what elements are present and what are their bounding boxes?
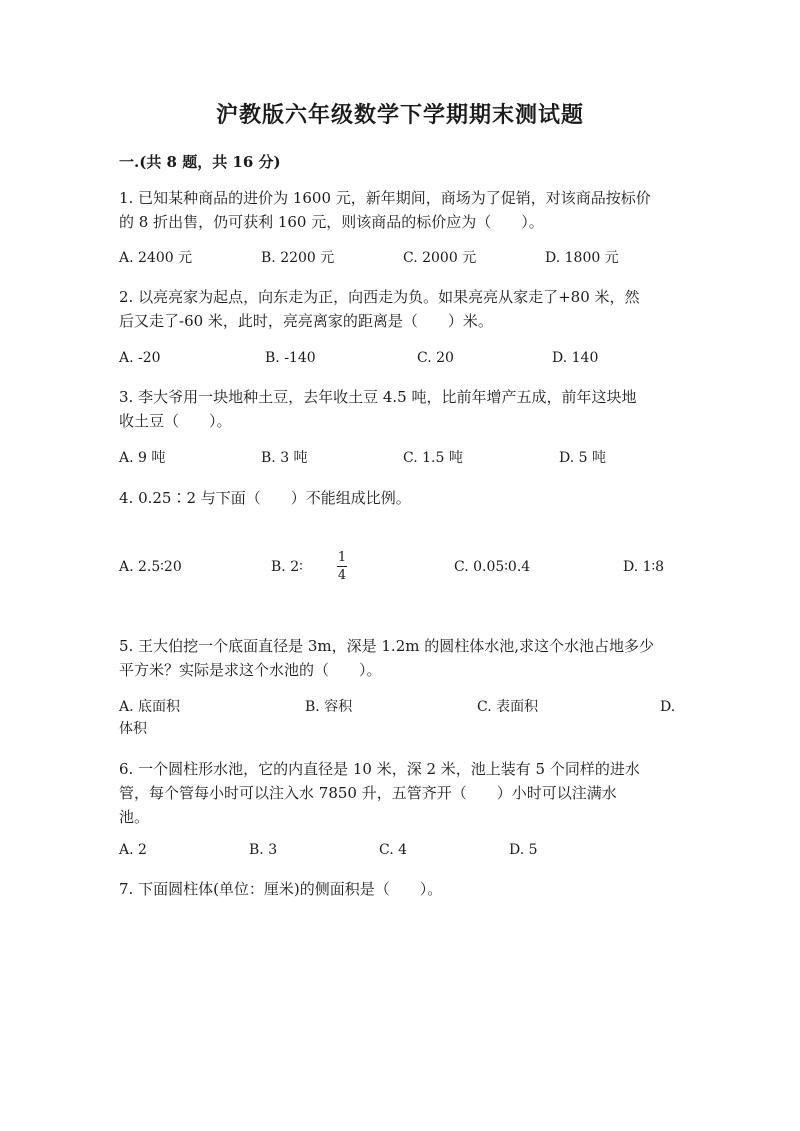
question-line: 3. 李大爷用一块地种土豆，去年收土豆 4.5 吨，比前年增产五成，前年这块地	[119, 388, 637, 406]
question-line: 后又走了-60 米，此时，亮亮离家的距离是（ ）米。	[119, 312, 493, 330]
options-q3	[119, 446, 685, 470]
option-c[interactable]: C. 1.5 吨	[403, 450, 463, 466]
option-a[interactable]: A. 2	[119, 842, 147, 858]
option-a[interactable]: A. 9 吨	[119, 450, 166, 466]
question-line: 5. 王大伯挖一个底面直径是 3m，深是 1.2m 的圆柱体水池,求这个水池占地多少	[119, 637, 655, 655]
question-1	[119, 186, 685, 234]
options-q4	[119, 550, 685, 583]
option-b[interactable]: B. 3	[249, 842, 278, 858]
option-a[interactable]: A. -20	[119, 350, 161, 366]
option-d[interactable]: D. 5	[509, 842, 538, 858]
question-line: 的 8 折出售，仍可获利 160 元，则该商品的标价应为（ ）。	[119, 213, 544, 231]
question-7	[119, 877, 685, 901]
option-a[interactable]: A. 2.5∶20	[119, 559, 182, 575]
option-c[interactable]: C. 0.05∶0.4	[454, 559, 531, 575]
question-line: 收土豆（ ）。	[119, 412, 232, 430]
question-line: 管，每个管每小时可以注入水 7850 升，五管齐开（ ）小时可以注满水	[119, 784, 617, 802]
option-d[interactable]: D.	[660, 699, 676, 715]
page-title: 沪教版六年级数学下学期期末测试题	[215, 102, 584, 128]
option-b[interactable]: B. 2200 元	[261, 250, 335, 266]
option-c[interactable]: C. 2000 元	[403, 250, 477, 266]
question-line: 1. 已知某种商品的进价为 1600 元，新年期间，商场为了促销，对该商品按标价	[119, 189, 651, 207]
question-line: 2. 以亮亮家为起点，向东走为正，向西走为负。如果亮亮从家走了+80 米，然	[119, 288, 640, 306]
fraction-denominator: 4	[337, 568, 347, 583]
question-line: 7. 下面圆柱体(单位：厘米)的侧面积是（ ）。	[119, 880, 443, 898]
question-6	[119, 757, 685, 829]
options-q1	[119, 246, 685, 270]
option-b[interactable]: B. 3 吨	[261, 450, 308, 466]
option-d[interactable]: D. 140	[552, 350, 599, 366]
fraction-one-quarter	[337, 550, 347, 583]
question-2	[119, 285, 685, 333]
question-5	[119, 634, 685, 682]
options-q6	[119, 838, 685, 862]
option-d[interactable]: D. 1800 元	[545, 250, 619, 266]
option-b[interactable]: B. 2∶	[271, 559, 303, 575]
option-a[interactable]: A. 底面积	[119, 699, 181, 715]
option-c[interactable]: C. 20	[417, 350, 454, 366]
option-d[interactable]: D. 5 吨	[559, 450, 606, 466]
option-a[interactable]: A. 2400 元	[119, 250, 193, 266]
fraction-numerator: 1	[337, 550, 347, 565]
option-d-continuation: 体积	[119, 721, 147, 737]
option-b[interactable]: B. 容积	[305, 699, 353, 715]
question-line: 平方米？实际是求这个水池的（ ）。	[119, 661, 382, 679]
option-b[interactable]: B. -140	[265, 350, 316, 366]
options-q5	[119, 695, 685, 719]
question-3	[119, 385, 685, 433]
option-c[interactable]: C. 4	[379, 842, 408, 858]
section-heading: 一.(共 8 题，共 16 分)	[119, 153, 281, 171]
option-d[interactable]: D. 1∶8	[623, 559, 665, 575]
fraction-bar	[337, 566, 347, 567]
question-line: 4. 0.25∶2 与下面（ ）不能组成比例。	[119, 489, 411, 507]
options-q2	[119, 346, 685, 370]
question-4	[119, 486, 685, 510]
question-line: 6. 一个圆柱形水池，它的内直径是 10 米，深 2 米，池上装有 5 个同样的进水	[119, 760, 640, 778]
option-c[interactable]: C. 表面积	[477, 699, 539, 715]
question-line: 池。	[119, 808, 150, 826]
